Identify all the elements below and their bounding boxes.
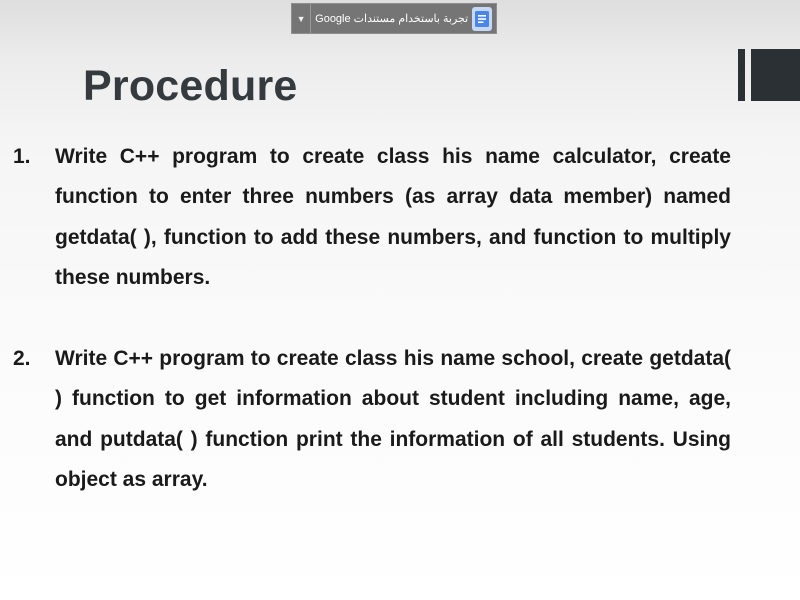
slide-decoration-bar-thin bbox=[738, 49, 745, 101]
procedure-item-1 bbox=[13, 137, 731, 298]
caret-down-icon[interactable]: ▼ bbox=[292, 4, 311, 33]
google-docs-icon[interactable] bbox=[472, 7, 492, 31]
open-with-google-docs-label[interactable]: تجربة باستخدام مستندات Google bbox=[315, 13, 469, 25]
google-docs-icon-graphic bbox=[475, 11, 489, 27]
item-text: Write C++ program to create class his name calculator, create function to enter three numbers (as array data member) named getdata( ), function to add these numbers, and function to multiply these numbers. bbox=[55, 145, 731, 289]
google-docs-toolbar[interactable] bbox=[291, 3, 497, 34]
item-number: 2. bbox=[13, 347, 31, 370]
item-text: Write C++ program to create class his name school, create getdata( ) function to get information about student including name, age, and putdata( ) function print the information of all students. Using object as array. bbox=[55, 347, 731, 491]
item-number: 1. bbox=[13, 145, 31, 168]
procedure-item-2 bbox=[13, 339, 731, 500]
slide-decoration-bar-thick bbox=[751, 49, 800, 101]
slide-title: Procedure bbox=[83, 62, 298, 110]
